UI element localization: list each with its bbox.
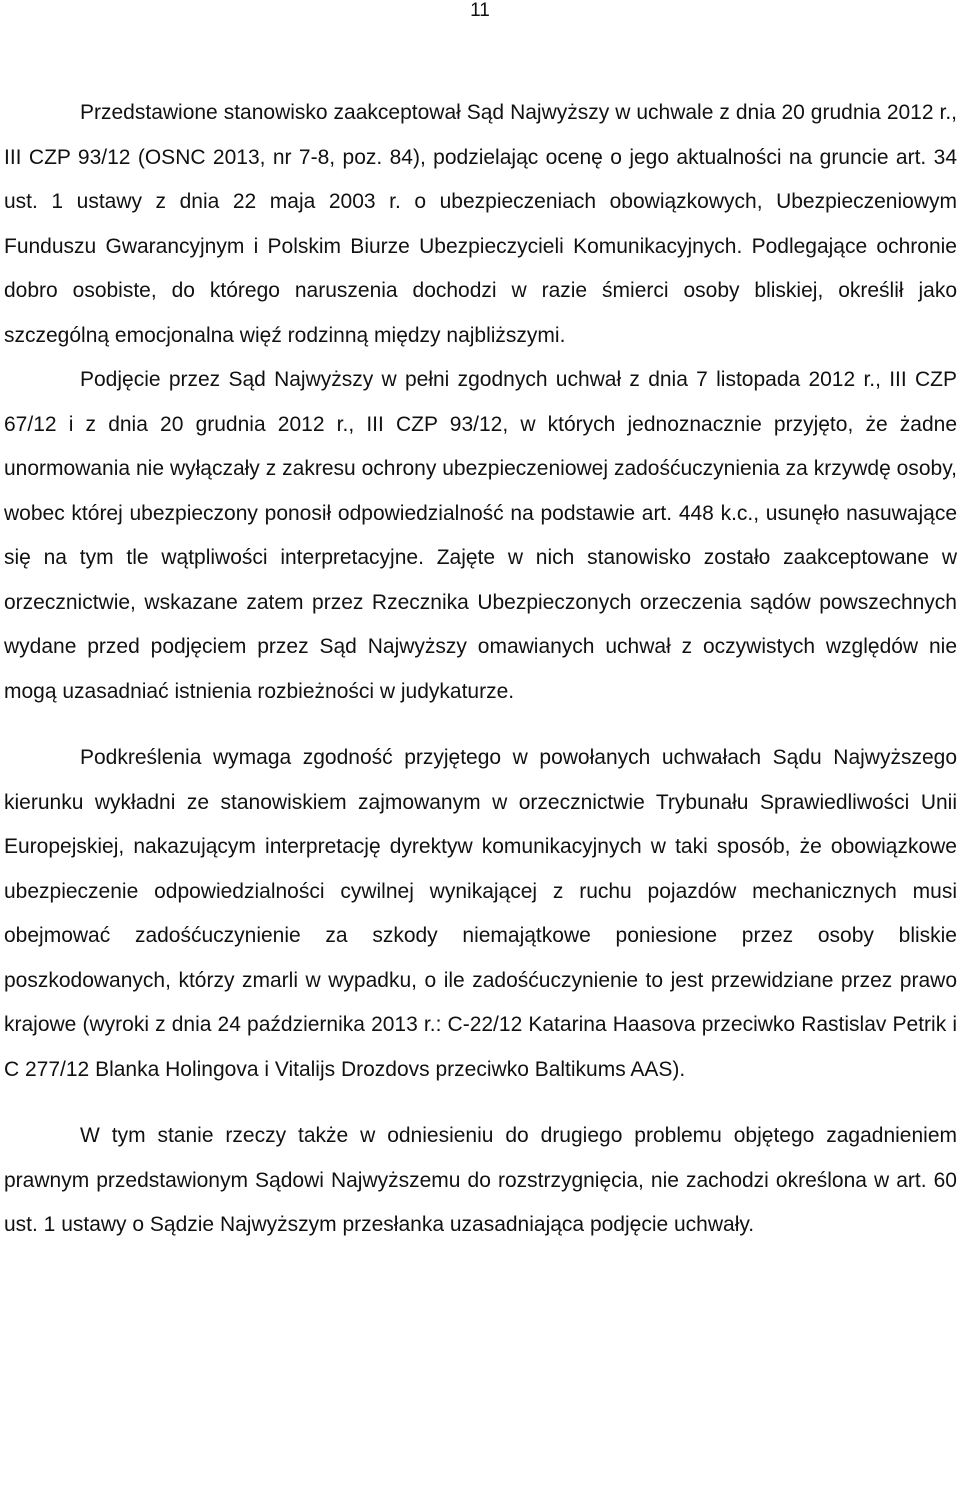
document-body: [4, 91, 957, 1248]
paragraph-3: Podkreślenia wymaga zgodność przyjętego w powołanych uchwałach Sądu Najwyższego kierunku wykładni ze stanowiskiem zajmowanym w orzecznictwie Trybunału Sprawiedliwości Unii Europejskiej, nakazującym interpretację dyrektyw komunikacyjnych w taki sposób, że obowiązkowe ubezpieczenie odpowiedzialności cywilnej wynikającej z ruchu pojazdów mechanicznych musi obejmować zadośćuczynienie za szkody niemajątkowe poniesione przez osoby bliskie poszkodowanych, którzy zmarli w wypadku, o ile zadośćuczynienie to jest przewidziane przez prawo krajowe (wyroki z dnia 24 października 2013 r.: C-22/12 Katarina Haasova przeciwko Rastislav Petrik i C 277/12 Blanka Holingova i Vitalijs Drozdovs przeciwko Baltikums AAS).: [4, 746, 957, 1081]
page-number: 11: [470, 0, 490, 21]
paragraph-2: Podjęcie przez Sąd Najwyższy w pełni zgodnych uchwał z dnia 7 listopada 2012 r., III CZP 67/12 i z dnia 20 grudnia 2012 r., III CZP 93/12, w których jednoznacznie przyjęto, że żadne unormowania nie wyłączały z zakresu ochrony ubezpieczeniowej zadośćuczynienia za krzywdę osoby, wobec której ubezpieczony ponosił odpowiedzialność na podstawie art. 448 k.c., usunęło nasuwające się na tym tle wątpliwości interpretacyjne. Zajęte w nich stanowisko zostało zaakceptowane w orzecznictwie, wskazane zatem przez Rzecznika Ubezpieczonych orzeczenia sądów powszechnych wydane przed podjęciem przez Sąd Najwyższy omawianych uchwał z oczywistych względów nie mogą uzasadniać istnienia rozbieżności w judykaturze.: [4, 368, 957, 703]
paragraph-1: Przedstawione stanowisko zaakceptował Sąd Najwyższy w uchwale z dnia 20 grudnia 2012 r., III CZP 93/12 (OSNC 2013, nr 7-8, poz. 84), podzielając ocenę o jego aktualności na gruncie art. 34 ust. 1 ustawy z dnia 22 maja 2003 r. o ubezpieczeniach obowiązkowych, Ubezpieczeniowym Funduszu Gwarancyjnym i Polskim Biurze Ubezpieczycieli Komunikacyjnych. Podlegające ochronie dobro osobiste, do którego naruszenia dochodzi w razie śmierci osoby bliskiej, określił jako szczególną emocjonalna więź rodzinną między najbliższymi.: [4, 101, 957, 347]
paragraph-4: W tym stanie rzeczy także w odniesieniu do drugiego problemu objętego zagadnieniem prawnym przedstawionym Sądowi Najwyższemu do rozstrzygnięcia, nie zachodzi określona w art. 60 ust. 1 ustawy o Sądzie Najwyższym przesłanka uzasadniająca podjęcie uchwały.: [4, 1124, 957, 1236]
